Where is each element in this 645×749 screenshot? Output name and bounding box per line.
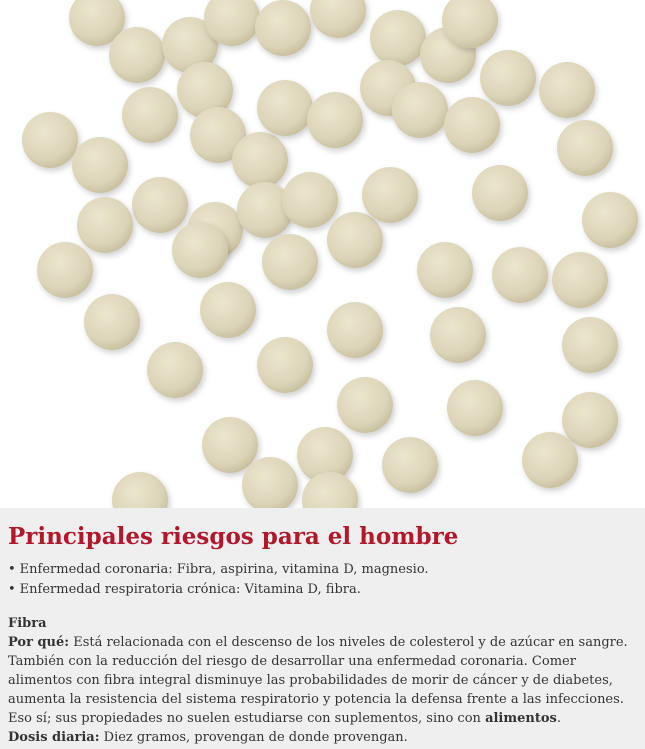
pill-shape bbox=[232, 132, 288, 188]
dosis-label: Dosis diaria: bbox=[8, 730, 100, 745]
pill-shape bbox=[370, 10, 426, 66]
article-panel bbox=[0, 508, 645, 749]
pill-shape bbox=[480, 50, 536, 106]
pill-shape bbox=[472, 165, 528, 221]
pill-shape bbox=[522, 432, 578, 488]
pill-shape bbox=[337, 377, 393, 433]
pill-shape bbox=[552, 252, 608, 308]
pill-shape bbox=[112, 472, 168, 508]
pill-shape bbox=[262, 234, 318, 290]
pill-shape bbox=[327, 212, 383, 268]
section-heading: Fibra bbox=[8, 616, 47, 631]
pill-shape bbox=[122, 87, 178, 143]
por-que-end: . bbox=[556, 711, 561, 726]
pill-shape bbox=[37, 242, 93, 298]
pill-shape bbox=[417, 242, 473, 298]
risk-text: Enfermedad coronaria: Fibra, aspirina, vitamina D, magnesio. bbox=[19, 562, 429, 577]
pill-shape bbox=[392, 82, 448, 138]
pill-shape bbox=[132, 177, 188, 233]
pill-shape bbox=[430, 307, 486, 363]
dosis-paragraph bbox=[8, 728, 637, 747]
pill-shape bbox=[22, 112, 78, 168]
por-que-label: Por qué: bbox=[8, 635, 70, 650]
pill-shape bbox=[362, 167, 418, 223]
fibra-section bbox=[8, 614, 637, 747]
pill-shape bbox=[72, 137, 128, 193]
pill-shape bbox=[257, 337, 313, 393]
pill-shape bbox=[77, 197, 133, 253]
pill-shape bbox=[310, 0, 366, 38]
pill-shape bbox=[255, 0, 311, 56]
pill-shape bbox=[202, 417, 258, 473]
risk-text: Enfermedad respiratoria crónica: Vitamina D, fibra. bbox=[19, 582, 361, 597]
pill-shape bbox=[242, 457, 298, 508]
dosis-text: Diez gramos, provengan de donde provengan. bbox=[103, 730, 408, 745]
por-que-emphasis: alimentos bbox=[485, 711, 557, 726]
pill-shape bbox=[444, 97, 500, 153]
article-title: Principales riesgos para el hombre bbox=[8, 523, 459, 550]
por-que-paragraph bbox=[8, 633, 637, 728]
pill-shape bbox=[327, 302, 383, 358]
pill-shape bbox=[257, 80, 313, 136]
pill-shape bbox=[562, 392, 618, 448]
pill-shape bbox=[447, 380, 503, 436]
pill-shape bbox=[172, 222, 228, 278]
pill-shape bbox=[562, 317, 618, 373]
risk-list bbox=[8, 560, 637, 600]
pill-shape bbox=[147, 342, 203, 398]
pill-shape bbox=[382, 437, 438, 493]
pill-shape bbox=[84, 294, 140, 350]
pill-shape bbox=[492, 247, 548, 303]
risk-item bbox=[8, 560, 637, 580]
pill-shape bbox=[539, 62, 595, 118]
bullet-icon: • bbox=[8, 582, 16, 597]
risk-item bbox=[8, 580, 637, 600]
pill-shape bbox=[200, 282, 256, 338]
pill-shape bbox=[109, 27, 165, 83]
por-que-text: Está relacionada con el descenso de los niveles de colesterol y de azúcar en sangre. También con la reducción del riesgo de desarrollar una enfermedad coronaria. Comer alimentos con fibra integral disminuye las probabilidades de morir de cáncer y de diabetes, aumenta la resistencia del sistema respiratorio y potencia la defensa frente a las infecciones. Eso sí; sus propiedades no suelen estudiarse con suplementos, sino con bbox=[8, 635, 628, 726]
bullet-icon: • bbox=[8, 562, 16, 577]
pill-shape bbox=[557, 120, 613, 176]
pill-shape bbox=[282, 172, 338, 228]
pill-shape bbox=[582, 192, 638, 248]
pill-shape bbox=[307, 92, 363, 148]
